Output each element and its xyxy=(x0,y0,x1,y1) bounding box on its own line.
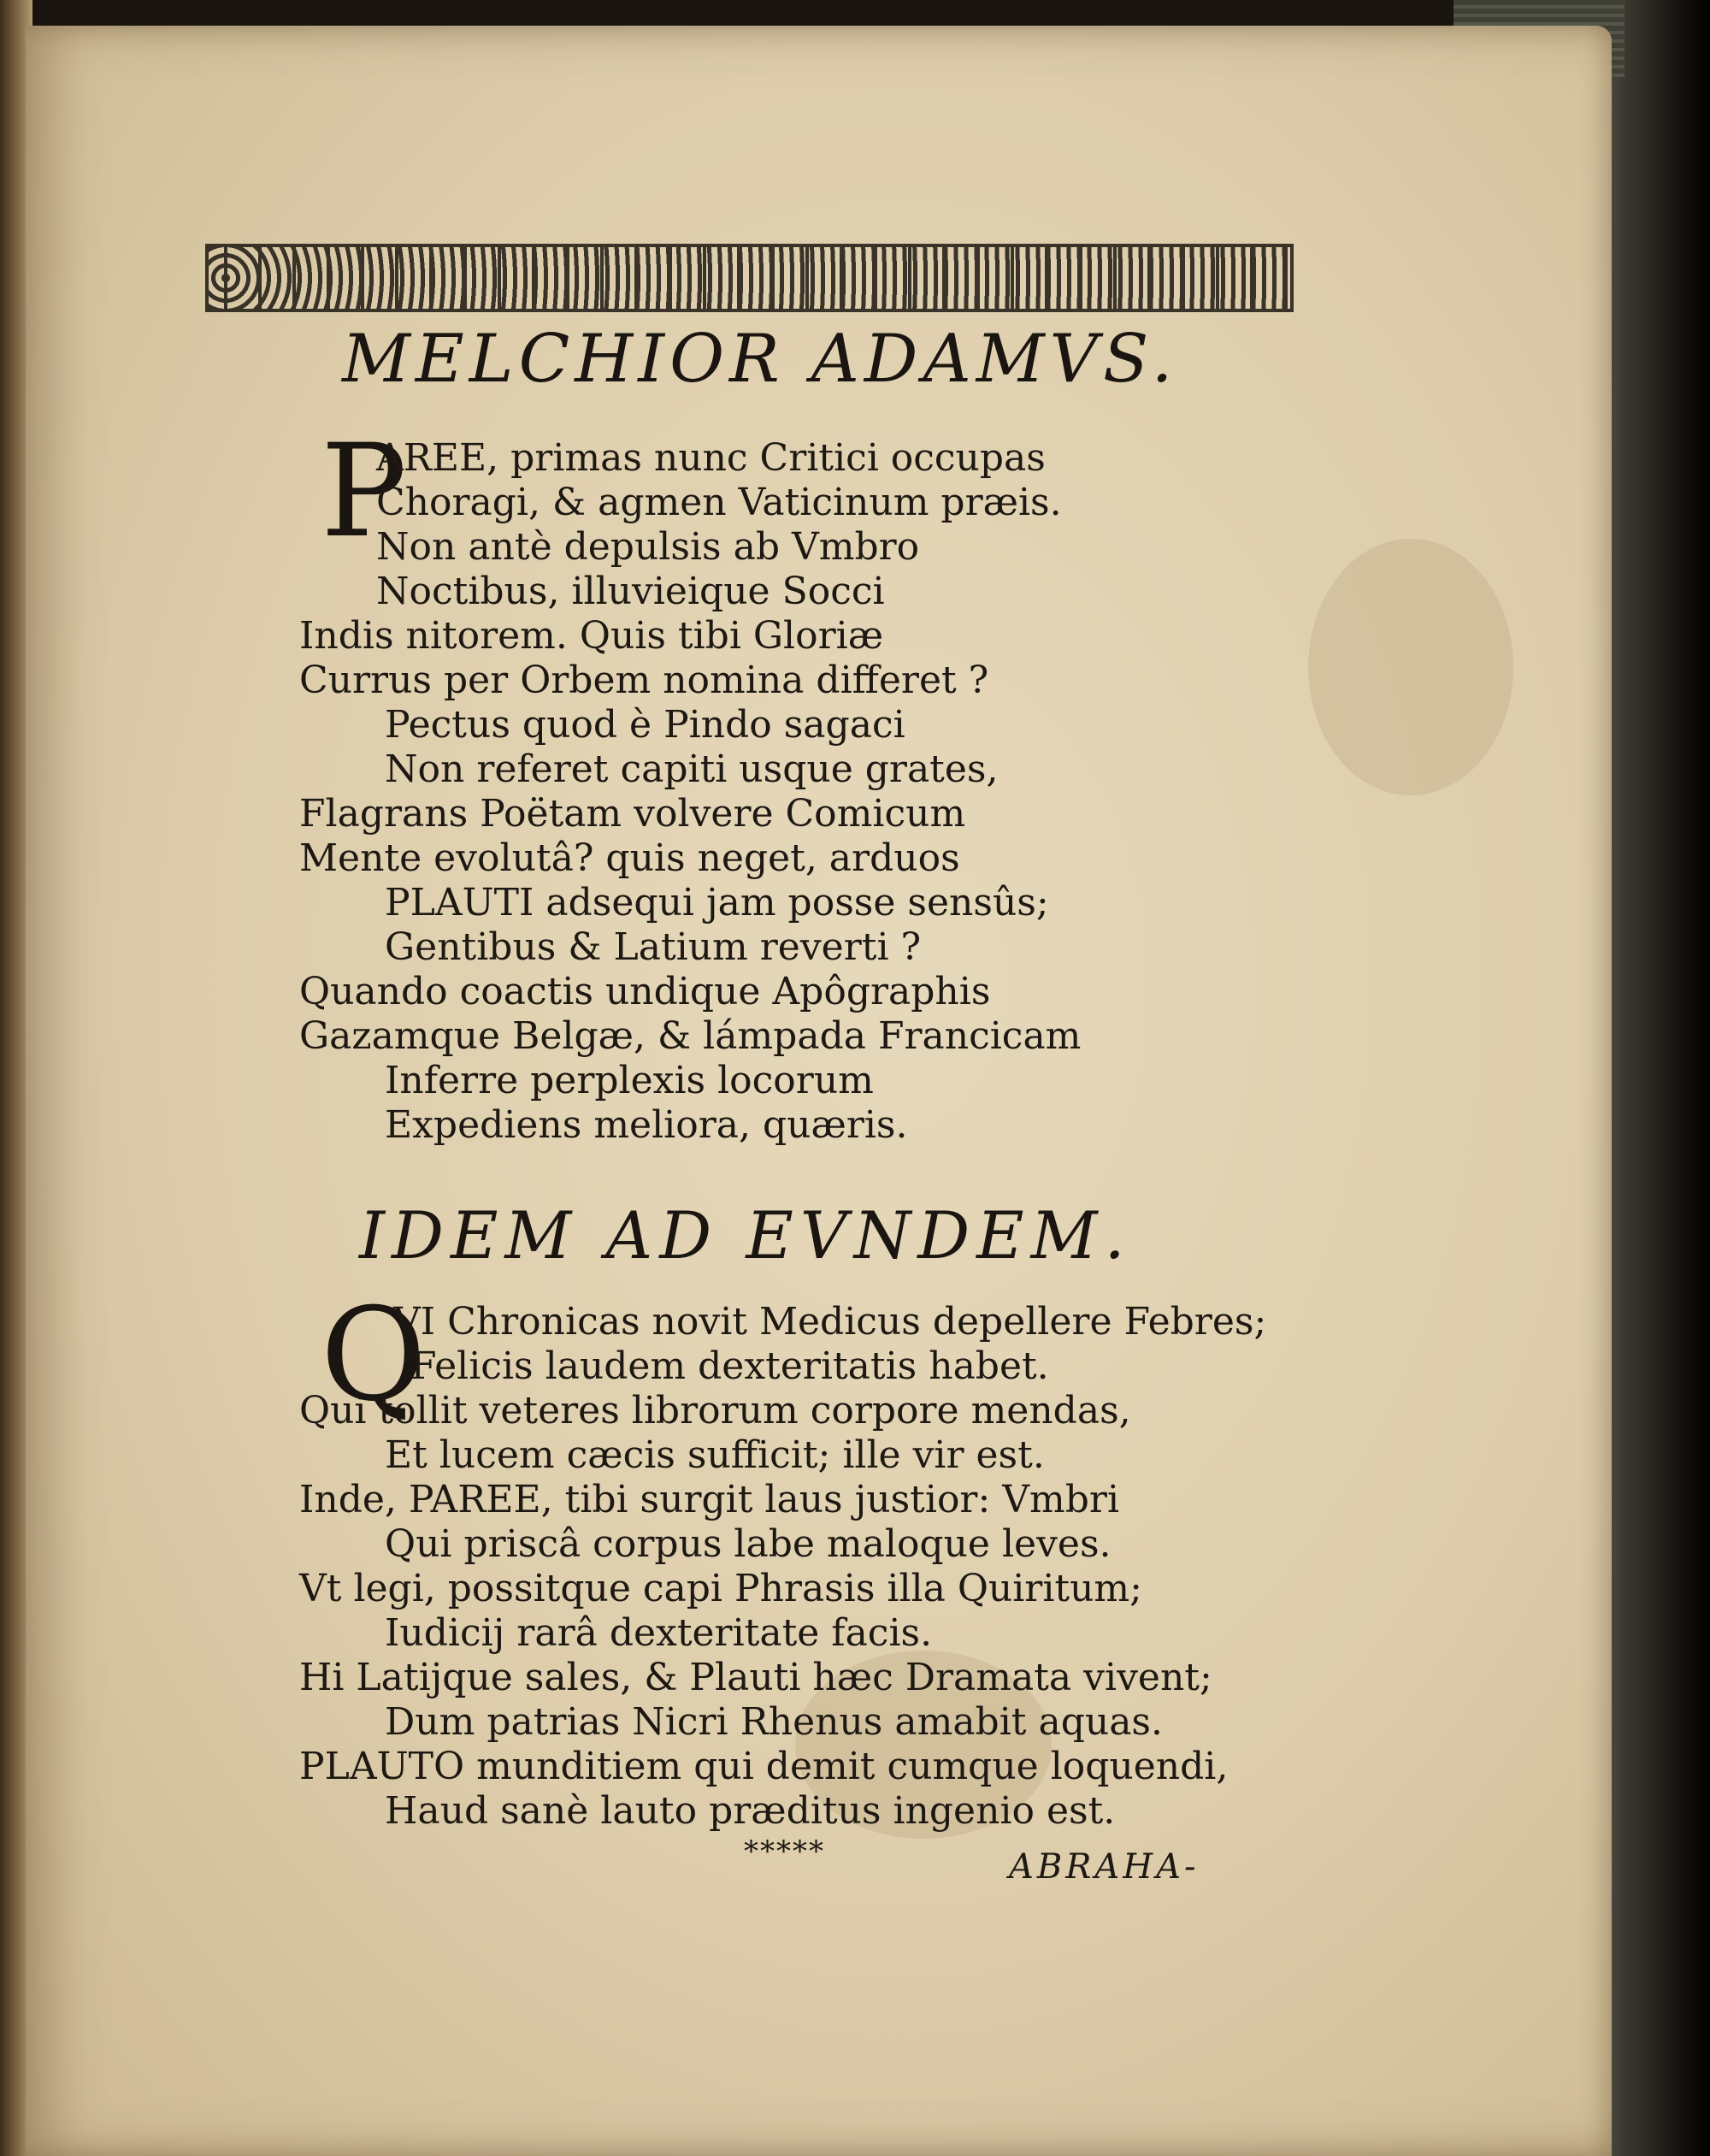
verse-line: Currus per Orbem nomina differet ? xyxy=(299,659,989,702)
verse-line: Gentibus & Latium reverti ? xyxy=(385,925,922,969)
verse-line: Vt legi, possitque capi Phrasis illa Quiritum; xyxy=(299,1567,1142,1610)
verse-line: Gazamque Belgæ, & lámpada Francicam xyxy=(299,1014,1082,1058)
verse-line: Dum patrias Nicri Rhenus amabit aquas. xyxy=(385,1700,1163,1744)
signature-mark: ***** xyxy=(744,1834,825,1869)
verse-line: PLAUTO munditiem qui demit cumque loquendi, xyxy=(299,1745,1229,1788)
verse-line: AREE, primas nunc Critici occupas xyxy=(376,436,1046,480)
verse-line: Inde, PAREE, tibi surgit laus justior: Vmbri xyxy=(299,1478,1120,1521)
verse-line: Quando coactis undique Apôgraphis xyxy=(299,970,991,1013)
verse-line: Haud sanè lauto præditus ingenio est. xyxy=(385,1789,1116,1833)
verse-line: Expediens meliora, quæris. xyxy=(385,1103,908,1147)
verse-line: Indis nitorem. Quis tibi Gloriæ xyxy=(299,614,884,658)
verse-line: Flagrans Poëtam volvere Comicum xyxy=(299,792,966,836)
verse-line: Mente evolutâ? quis neget, arduos xyxy=(299,836,960,880)
verse-line: Iudicij rarâ dexteritate facis. xyxy=(385,1611,933,1655)
head-ornament-band xyxy=(205,244,1294,312)
poem1-title: MELCHIOR ADAMVS. xyxy=(342,321,1178,398)
verse-line: Non antè depulsis ab Vmbro xyxy=(376,525,920,569)
verse-line: Felicis laudem dexteritatis habet. xyxy=(410,1344,1049,1388)
verse-line: Inferre perplexis locorum xyxy=(385,1059,874,1102)
verse-line: Pectus quod è Pindo sagaci xyxy=(385,703,905,747)
catchword: ABRAHA- xyxy=(1009,1847,1200,1887)
verse-line: Qui priscâ corpus labe maloque leves. xyxy=(385,1522,1112,1566)
book-page xyxy=(26,26,1612,2156)
verse-line: Non referet capiti usque grates, xyxy=(385,747,999,791)
verse-line: Et lucem cæcis sufficit; ille vir est. xyxy=(385,1433,1045,1477)
verse-line: Hi Latijque sales, & Plauti hæc Dramata vivent; xyxy=(299,1656,1212,1699)
poem2-dropcap: Q xyxy=(321,1281,426,1430)
verse-line: Noctibus, illuvieique Socci xyxy=(376,570,885,613)
poem2-title: IDEM AD EVNDEM. xyxy=(359,1197,1132,1273)
verse-line: Choragi, & agmen Vaticinum præis. xyxy=(376,481,1062,524)
poem1-dropcap: P xyxy=(321,417,407,566)
verse-line: PLAUTI adsequi jam posse sensûs; xyxy=(385,881,1049,924)
verse-line: Qui tollit veteres librorum corpore mendas, xyxy=(299,1389,1131,1432)
paper-stain xyxy=(1308,539,1513,795)
book-fore-edge xyxy=(1599,0,1710,2156)
verse-line: VI Chronicas novit Medicus depellere Febres; xyxy=(393,1300,1267,1344)
